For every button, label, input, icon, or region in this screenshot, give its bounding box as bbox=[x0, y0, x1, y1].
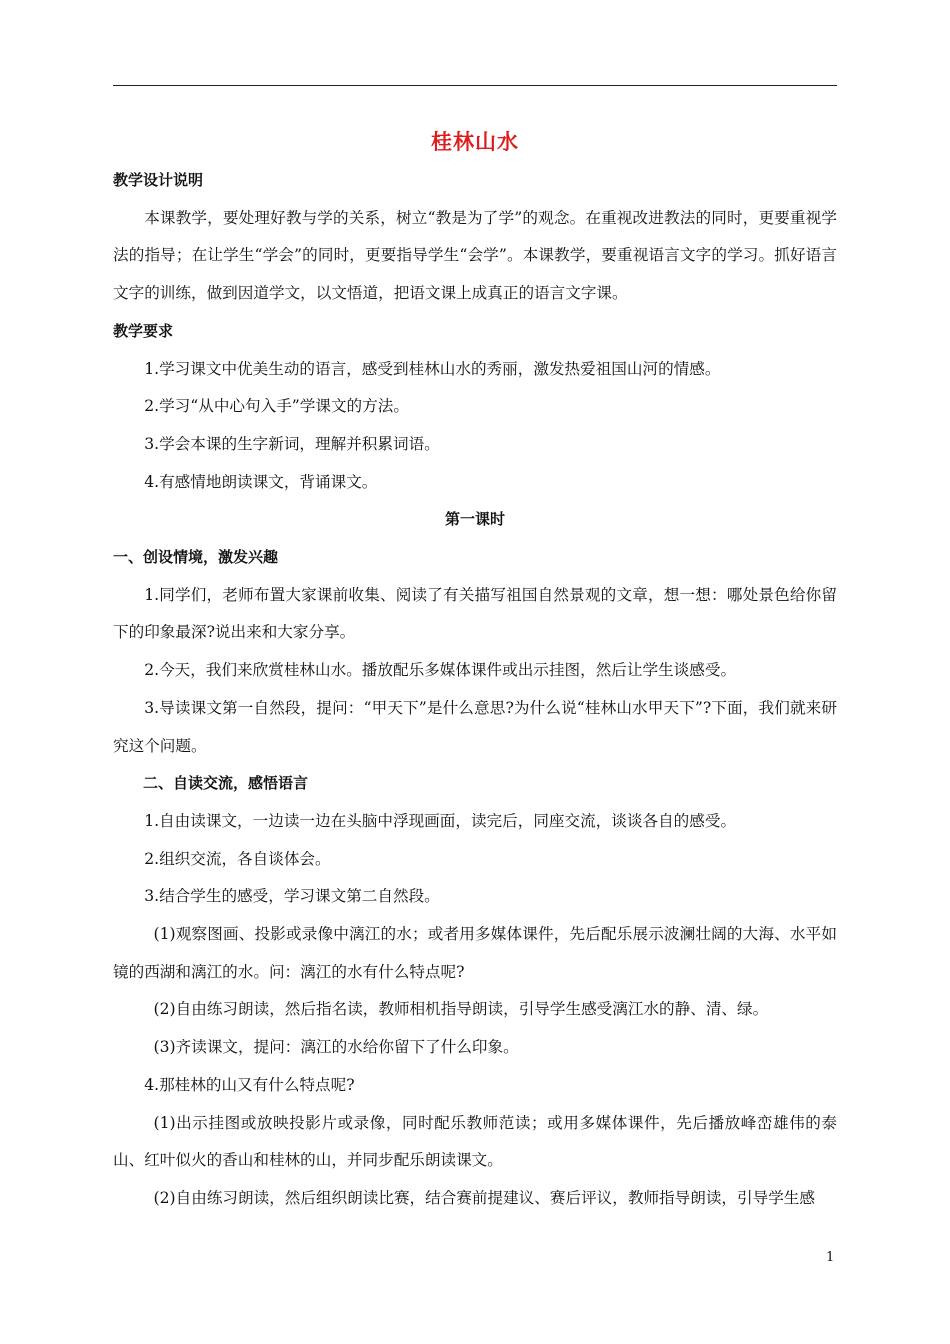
sub-item: (2)自由练习朗读，然后指名读，教师相机指导朗读，引导学生感受漓江水的静、清、绿。 bbox=[153, 1000, 769, 1019]
list-item: 4.有感情地朗读课文，背诵课文。 bbox=[144, 472, 378, 491]
sub-item: (3)齐读课文，提问：漓江的水给你留下了什么印象。 bbox=[153, 1038, 519, 1057]
list-item: 3.学会本课的生字新词，理解并积累词语。 bbox=[144, 434, 440, 453]
section-heading: 教学要求 bbox=[113, 321, 174, 340]
list-item: 1.学习课文中优美生动的语言，感受到桂林山水的秀丽，激发热爱祖国山河的情感。 bbox=[144, 359, 721, 378]
section-heading: 一、创设情境，激发兴趣 bbox=[113, 548, 279, 567]
sub-item: (2)自由练习朗读，然后组织朗读比赛，结合赛前提建议、赛后评议，教师指导朗读，引导学生感 bbox=[153, 1188, 815, 1207]
list-item: 2.今天，我们来欣赏桂林山水。播放配乐多媒体课件或出示挂图，然后让学生谈感受。 bbox=[144, 661, 737, 680]
document-title: 桂林山水 bbox=[431, 130, 519, 154]
lesson-heading: 第一课时 bbox=[444, 510, 505, 529]
sub-item: (1)观察图画、投影或录像中漓江的水；或者用多媒体课件，先后配乐展示波澜壮阔的大海、水平如镜的西湖和漓江的水。问：漓江的水有什么特点呢? bbox=[113, 925, 837, 981]
section-heading: 教学设计说明 bbox=[113, 171, 204, 189]
sub-item: (1)出示挂图或放映投影片或录像，同时配乐教师范读；或用多媒体课件，先后播放峰峦雄伟的泰山、红叶似火的香山和桂林的山，并同步配乐朗读课文。 bbox=[113, 1113, 837, 1170]
list-item: 3.结合学生的感受，学习课文第二自然段。 bbox=[144, 887, 440, 906]
section-heading: 二、自读交流，感悟语言 bbox=[143, 774, 309, 793]
list-item: 1.同学们，老师布置大家课前收集、阅读了有关描写祖国自然景观的文章，想一想：哪处景色给你留下的印象最深?说出来和大家分享。 bbox=[113, 585, 837, 642]
list-item: 1.自由读课文，一边读一边在头脑中浮现画面，读完后，同座交流，谈谈各自的感受。 bbox=[144, 811, 737, 830]
list-item: 3.导读课文第一自然段，提问：“甲天下”是什么意思?为什么说“桂林山水甲天下”?下面，我们就来研究这个问题。 bbox=[113, 698, 837, 755]
list-item: 2.组织交流，各自谈体会。 bbox=[144, 849, 331, 868]
paragraph: 本课教学，要处理好教与学的关系，树立“教是为了学”的观念。在重视改进教法的同时，更要重视学法的指导；在让学生“学会”的同时，更要指导学生“会学”。本课教学，要重视语言文字的学习。抓好语言文字的训练，做到因道学文，以文悟道，把语文课上成真正的语言文字课。 bbox=[113, 208, 837, 303]
list-item: 4.那桂林的山又有什么特点呢? bbox=[144, 1075, 355, 1094]
document-body bbox=[113, 162, 837, 1218]
page-number: 1 bbox=[826, 1250, 835, 1265]
list-item: 2.学习“从中心句入手”学课文的方法。 bbox=[144, 397, 409, 416]
header-rule bbox=[113, 85, 837, 86]
